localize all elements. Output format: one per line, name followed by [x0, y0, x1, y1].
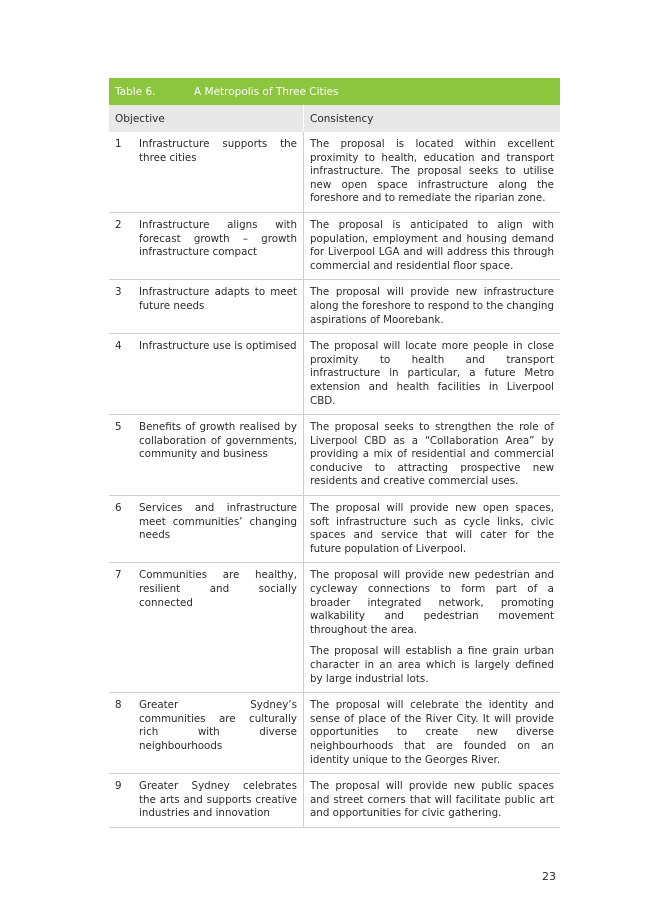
table-header-row [109, 105, 560, 132]
table-row [109, 415, 560, 496]
objective-header: Objective [109, 105, 304, 132]
table-row [109, 693, 560, 774]
table-number: Table 6. [115, 85, 156, 98]
metropolis-table [109, 78, 560, 828]
table-body [109, 132, 560, 828]
table-row [109, 334, 560, 415]
consistency-cell [304, 280, 560, 333]
consistency-text: The proposal will locate more people in close proximity to health and transport infrastructure in particular, a future Metro extension and health facilities in Liverpool CBD. [310, 340, 554, 407]
objective-cell [109, 774, 304, 827]
consistency-cell [304, 496, 560, 562]
consistency-text: The proposal is located within excellent proximity to health, education and transport infrastructure. The proposal seeks to utilise new open space infrastructure along the foreshore and to remediate the riparian zone. [310, 138, 554, 205]
objective-cell [109, 213, 304, 279]
consistency-cell [304, 415, 560, 495]
row-number: 5 [115, 421, 122, 434]
table-row [109, 563, 560, 693]
objective-cell [109, 132, 304, 212]
consistency-cell [304, 132, 560, 212]
row-number: 8 [115, 699, 122, 712]
objective-text: Infrastructure supports the three cities [139, 138, 297, 164]
objective-cell [109, 563, 304, 692]
consistency-cell [304, 774, 560, 827]
consistency-cell [304, 693, 560, 773]
row-number: 3 [115, 286, 122, 299]
objective-text: Communities are healthy, resilient and socially connected [139, 569, 297, 609]
row-number: 7 [115, 569, 122, 582]
objective-cell [109, 693, 304, 773]
row-number: 9 [115, 780, 122, 793]
table-row [109, 496, 560, 563]
table-title: A Metropolis of Three Cities [194, 85, 339, 98]
table-row [109, 774, 560, 828]
objective-text: Benefits of growth realised by collaboration of governments, community and business [139, 421, 297, 461]
table-row [109, 280, 560, 334]
consistency-text: The proposal will provide new public spaces and street corners that will facilitate public art and opportunities for civic gathering. [310, 780, 554, 820]
consistency-text: The proposal is anticipated to align with population, employment and housing demand for Liverpool LGA and will address this through commercial and residential floor space. [310, 218, 554, 272]
consistency-text: The proposal will provide new open spaces, soft infrastructure such as cycle links, civic spaces and service that will cater for the future population of Liverpool. [310, 502, 554, 555]
consistency-text: The proposal will celebrate the identity and sense of place of the River City. It will provide opportunities to create new diverse neighbourhoods that are founded on an identity unique to the Georges River. [310, 699, 554, 766]
objective-text: Greater Sydney’s communities are culturally rich with diverse neighbourhoods [139, 699, 297, 752]
consistency-text: The proposal will provide new pedestrian and cycleway connections to form part of a broader integrated network, promoting walkability and pedestrian movement throughout the area. [310, 569, 554, 636]
objective-text: Infrastructure use is optimised [139, 340, 297, 353]
consistency-cell [304, 334, 560, 414]
objective-text: Greater Sydney celebrates the arts and supports creative industries and innovation [139, 780, 297, 820]
page-number: 23 [542, 870, 556, 883]
row-number: 1 [115, 138, 122, 150]
row-number: 4 [115, 340, 122, 353]
table-row [109, 213, 560, 280]
consistency-text: The proposal will establish a fine grain urban character in an area which is largely defined by large industrial lots. [310, 645, 554, 685]
consistency-cell [304, 563, 560, 692]
table-caption [109, 78, 560, 105]
consistency-cell [304, 213, 560, 279]
objective-cell [109, 280, 304, 333]
row-number: 2 [115, 218, 122, 231]
objective-text: Infrastructure adapts to meet future needs [139, 286, 297, 312]
objective-cell [109, 496, 304, 562]
objective-text: Infrastructure aligns with forecast growth – growth infrastructure compact [139, 218, 297, 259]
table-row [109, 132, 560, 213]
consistency-header: Consistency [310, 112, 374, 125]
objective-cell [109, 415, 304, 495]
row-number: 6 [115, 502, 122, 515]
consistency-text: The proposal will provide new infrastructure along the foreshore to respond to the changing aspirations of Moorebank. [310, 286, 554, 326]
objective-cell [109, 334, 304, 414]
objective-text: Services and infrastructure meet communities’ changing needs [139, 502, 297, 542]
consistency-text: The proposal seeks to strengthen the role of Liverpool CBD as a “Collaboration Area” by providing a mix of residential and commercial conducive to attracting prospective new residents and creative commercial uses. [310, 421, 554, 488]
